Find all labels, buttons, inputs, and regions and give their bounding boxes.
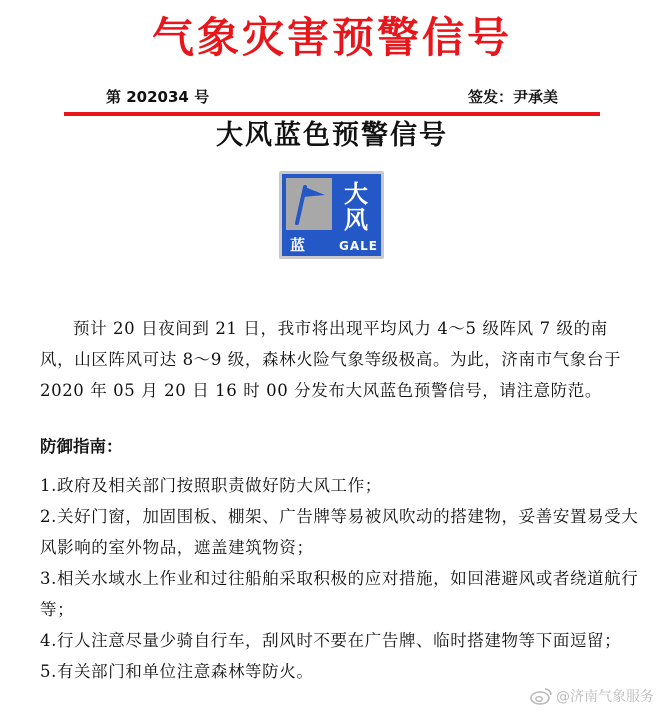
signal-code: GALE [339, 239, 378, 253]
weibo-icon [530, 687, 552, 705]
signal-char-bottom: 风 [344, 206, 368, 234]
gale-blue-warning-icon [279, 171, 384, 259]
meta-row [0, 86, 664, 110]
doc-number: 第 202034 号 [106, 88, 210, 106]
signal-char-top: 大 [344, 180, 368, 208]
red-divider [64, 112, 600, 116]
guide-item: 5.有关部门和单位注意森林等防火。 [40, 662, 314, 681]
signer: 签发：尹承美 [467, 88, 558, 106]
watermark [530, 686, 654, 706]
signal-level-char: 蓝 [290, 236, 306, 254]
guide-item: 1.政府及相关部门按照职责做好防大风工作； [40, 476, 382, 495]
guide-heading: 防御指南： [40, 437, 123, 456]
header-title: 气象灾害预警信号 [151, 13, 512, 62]
warning-title: 大风蓝色预警信号 [216, 120, 448, 151]
guide-item: 2.关好门窗，加固围板、棚架、广告牌等易被风吹动的搭建物，妥善安置易受大风影响的室外物品，遮盖建筑物资； [40, 507, 639, 557]
watermark-text: @济南气象服务 [556, 689, 654, 705]
guide-list [40, 470, 640, 687]
guide-item: 3.相关水域水上作业和过往船舶采取积极的应对措施，如回港避风或者绕道航行等； [40, 569, 639, 619]
warning-paragraph: 预计 20 日夜间到 21 日，我市将出现平均风力 4～5 级阵风 7 级的南风，山区阵风可达 8～9 级，森林火险气象等级极高。为此，济南市气象台于 2020 年 05 月 20 日 16 时 00 分发布大风蓝色预警信号，请注意防范。 [40, 319, 622, 400]
guide-item: 4.行人注意尽量少骑自行车，刮风时不要在广告牌、临时搭建物等下面逗留； [40, 631, 622, 650]
